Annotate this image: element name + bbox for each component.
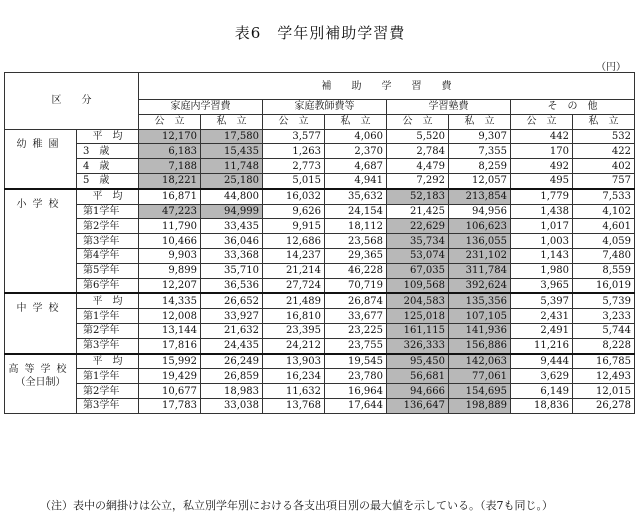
value-cell: 156,886 [449, 338, 511, 353]
value-cell: 213,854 [449, 189, 511, 204]
value-cell: 35,734 [387, 234, 449, 249]
value-cell: 19,429 [139, 369, 201, 384]
value-cell: 16,019 [573, 278, 635, 293]
row-label: 第1学年 [77, 369, 139, 384]
value-cell: 12,008 [139, 309, 201, 324]
value-cell: 26,874 [325, 293, 387, 308]
value-cell: 16,871 [139, 189, 201, 204]
private-header: 私 立 [325, 114, 387, 129]
value-cell: 13,144 [139, 323, 201, 338]
table-row [5, 219, 635, 234]
value-cell: 7,533 [573, 189, 635, 204]
value-cell: 15,992 [139, 354, 201, 369]
value-cell: 9,899 [139, 263, 201, 278]
value-cell: 2,784 [387, 144, 449, 159]
value-cell: 3,577 [263, 129, 325, 144]
value-cell: 12,015 [573, 384, 635, 399]
value-cell: 1,003 [511, 234, 573, 249]
value-cell: 23,568 [325, 234, 387, 249]
value-cell: 170 [511, 144, 573, 159]
value-cell: 14,335 [139, 293, 201, 308]
value-cell: 24,154 [325, 204, 387, 219]
value-cell: 17,816 [139, 338, 201, 353]
value-cell: 23,780 [325, 369, 387, 384]
row-label: 3 歳 [77, 144, 139, 159]
table-row [5, 144, 635, 159]
table-row [5, 338, 635, 353]
value-cell: 12,207 [139, 278, 201, 293]
value-cell: 106,623 [449, 219, 511, 234]
value-cell: 36,536 [201, 278, 263, 293]
section-label [5, 293, 77, 353]
value-cell: 495 [511, 173, 573, 188]
table-row [5, 204, 635, 219]
value-cell: 44,800 [201, 189, 263, 204]
value-cell: 3,233 [573, 309, 635, 324]
row-label: 第2学年 [77, 323, 139, 338]
table-row [5, 384, 635, 399]
value-cell: 402 [573, 159, 635, 174]
value-cell: 23,395 [263, 323, 325, 338]
value-cell: 8,559 [573, 263, 635, 278]
value-cell: 33,927 [201, 309, 263, 324]
value-cell: 24,212 [263, 338, 325, 353]
value-cell: 94,666 [387, 384, 449, 399]
value-cell: 142,063 [449, 354, 511, 369]
value-cell: 1,263 [263, 144, 325, 159]
table-row [5, 398, 635, 413]
value-cell: 204,583 [387, 293, 449, 308]
value-cell: 25,180 [201, 173, 263, 188]
value-cell: 33,368 [201, 248, 263, 263]
row-label: 第3学年 [77, 234, 139, 249]
value-cell: 2,773 [263, 159, 325, 174]
value-cell: 7,292 [387, 173, 449, 188]
value-cell: 52,183 [387, 189, 449, 204]
value-cell: 27,724 [263, 278, 325, 293]
row-label: 第4学年 [77, 248, 139, 263]
value-cell: 8,259 [449, 159, 511, 174]
value-cell: 136,647 [387, 398, 449, 413]
category-header: 区 分 [5, 73, 139, 130]
value-cell: 26,652 [201, 293, 263, 308]
table-row [5, 309, 635, 324]
value-cell: 311,784 [449, 263, 511, 278]
value-cell: 47,223 [139, 204, 201, 219]
value-cell: 7,355 [449, 144, 511, 159]
value-cell: 26,859 [201, 369, 263, 384]
value-cell: 21,489 [263, 293, 325, 308]
value-cell: 532 [573, 129, 635, 144]
value-cell: 35,632 [325, 189, 387, 204]
supplementary-header: 補 助 学 習 費 [139, 73, 635, 100]
row-label: 第3学年 [77, 338, 139, 353]
value-cell: 161,115 [387, 323, 449, 338]
value-cell: 5,015 [263, 173, 325, 188]
value-cell: 17,783 [139, 398, 201, 413]
value-cell: 231,102 [449, 248, 511, 263]
value-cell: 6,183 [139, 144, 201, 159]
table-row [5, 293, 635, 308]
public-header: 公 立 [263, 114, 325, 129]
value-cell: 18,836 [511, 398, 573, 413]
value-cell: 2,431 [511, 309, 573, 324]
value-cell: 12,686 [263, 234, 325, 249]
row-label: 第2学年 [77, 219, 139, 234]
value-cell: 5,739 [573, 293, 635, 308]
table-row [5, 354, 635, 369]
value-cell: 4,941 [325, 173, 387, 188]
unit-label: （円） [596, 62, 626, 73]
group-header: 家庭教師費等 [263, 100, 387, 115]
value-cell: 12,493 [573, 369, 635, 384]
value-cell: 9,915 [263, 219, 325, 234]
row-label: 第2学年 [77, 384, 139, 399]
tutoring-expense-table [4, 72, 635, 414]
value-cell: 94,999 [201, 204, 263, 219]
value-cell: 6,149 [511, 384, 573, 399]
value-cell: 26,278 [573, 398, 635, 413]
value-cell: 21,214 [263, 263, 325, 278]
value-cell: 24,435 [201, 338, 263, 353]
value-cell: 109,568 [387, 278, 449, 293]
value-cell: 141,936 [449, 323, 511, 338]
value-cell: 107,105 [449, 309, 511, 324]
value-cell: 15,435 [201, 144, 263, 159]
value-cell: 11,748 [201, 159, 263, 174]
value-cell: 7,188 [139, 159, 201, 174]
table-row [5, 323, 635, 338]
value-cell: 67,035 [387, 263, 449, 278]
table-body [5, 129, 635, 413]
value-cell: 10,466 [139, 234, 201, 249]
value-cell: 23,225 [325, 323, 387, 338]
value-cell: 77,061 [449, 369, 511, 384]
value-cell: 422 [573, 144, 635, 159]
value-cell: 16,810 [263, 309, 325, 324]
table-row [5, 263, 635, 278]
value-cell: 2,370 [325, 144, 387, 159]
value-cell: 198,889 [449, 398, 511, 413]
table-row [5, 189, 635, 204]
value-cell: 757 [573, 173, 635, 188]
value-cell: 1,438 [511, 204, 573, 219]
row-label: 第1学年 [77, 309, 139, 324]
private-header: 私 立 [573, 114, 635, 129]
private-header: 私 立 [201, 114, 263, 129]
value-cell: 442 [511, 129, 573, 144]
value-cell: 53,074 [387, 248, 449, 263]
row-label: 平 均 [77, 129, 139, 144]
row-label: 5 歳 [77, 173, 139, 188]
value-cell: 3,965 [511, 278, 573, 293]
table-row [5, 369, 635, 384]
section-label [5, 129, 77, 189]
row-label: 第3学年 [77, 398, 139, 413]
value-cell: 70,719 [325, 278, 387, 293]
value-cell: 4,059 [573, 234, 635, 249]
table-row [5, 129, 635, 144]
value-cell: 326,333 [387, 338, 449, 353]
footnote: （注）表中の網掛けは公立，私立別学年別における各支出項目別の最大値を示している。（表7も同じ。） [40, 499, 553, 512]
value-cell: 4,060 [325, 129, 387, 144]
value-cell: 21,632 [201, 323, 263, 338]
row-label: 4 歳 [77, 159, 139, 174]
value-cell: 16,234 [263, 369, 325, 384]
value-cell: 33,677 [325, 309, 387, 324]
value-cell: 9,307 [449, 129, 511, 144]
value-cell: 22,629 [387, 219, 449, 234]
value-cell: 9,626 [263, 204, 325, 219]
value-cell: 26,249 [201, 354, 263, 369]
value-cell: 14,237 [263, 248, 325, 263]
section-name: 中学校 [16, 303, 65, 315]
table-row [5, 248, 635, 263]
value-cell: 18,112 [325, 219, 387, 234]
value-cell: 125,018 [387, 309, 449, 324]
value-cell: 2,491 [511, 323, 573, 338]
value-cell: 12,057 [449, 173, 511, 188]
value-cell: 5,744 [573, 323, 635, 338]
table-row [5, 234, 635, 249]
row-label: 第5学年 [77, 263, 139, 278]
value-cell: 17,644 [325, 398, 387, 413]
value-cell: 33,435 [201, 219, 263, 234]
value-cell: 95,450 [387, 354, 449, 369]
table-row [5, 173, 635, 188]
value-cell: 17,580 [201, 129, 263, 144]
value-cell: 11,790 [139, 219, 201, 234]
value-cell: 9,444 [511, 354, 573, 369]
value-cell: 19,545 [325, 354, 387, 369]
value-cell: 136,055 [449, 234, 511, 249]
group-header: そ の 他 [511, 100, 635, 115]
section-label [5, 354, 77, 414]
group-header: 学習塾費 [387, 100, 511, 115]
value-cell: 33,038 [201, 398, 263, 413]
value-cell: 11,632 [263, 384, 325, 399]
value-cell: 16,032 [263, 189, 325, 204]
value-cell: 5,397 [511, 293, 573, 308]
group-header: 家庭内学習費 [139, 100, 263, 115]
section-subname: （全日制） [15, 376, 66, 388]
section-label [5, 189, 77, 294]
value-cell: 21,425 [387, 204, 449, 219]
section-name: 小学校 [16, 198, 65, 210]
value-cell: 16,785 [573, 354, 635, 369]
value-cell: 5,520 [387, 129, 449, 144]
value-cell: 46,228 [325, 263, 387, 278]
section-name: 幼稚園 [16, 138, 65, 150]
value-cell: 4,102 [573, 204, 635, 219]
value-cell: 135,356 [449, 293, 511, 308]
section-name: 高等学校 [8, 363, 73, 375]
value-cell: 12,170 [139, 129, 201, 144]
value-cell: 1,017 [511, 219, 573, 234]
value-cell: 13,903 [263, 354, 325, 369]
value-cell: 8,228 [573, 338, 635, 353]
public-header: 公 立 [139, 114, 201, 129]
table-row [5, 278, 635, 293]
value-cell: 29,365 [325, 248, 387, 263]
value-cell: 94,956 [449, 204, 511, 219]
value-cell: 13,768 [263, 398, 325, 413]
row-label: 平 均 [77, 354, 139, 369]
table-row [5, 159, 635, 174]
value-cell: 16,964 [325, 384, 387, 399]
value-cell: 56,681 [387, 369, 449, 384]
value-cell: 11,216 [511, 338, 573, 353]
value-cell: 492 [511, 159, 573, 174]
value-cell: 1,779 [511, 189, 573, 204]
value-cell: 18,221 [139, 173, 201, 188]
value-cell: 18,983 [201, 384, 263, 399]
row-label: 第6学年 [77, 278, 139, 293]
value-cell: 9,903 [139, 248, 201, 263]
value-cell: 3,629 [511, 369, 573, 384]
value-cell: 1,143 [511, 248, 573, 263]
value-cell: 35,710 [201, 263, 263, 278]
private-header: 私 立 [449, 114, 511, 129]
table-title: 表6 学年別補助学習費 [234, 24, 406, 42]
value-cell: 4,601 [573, 219, 635, 234]
value-cell: 1,980 [511, 263, 573, 278]
value-cell: 4,479 [387, 159, 449, 174]
row-label: 平 均 [77, 189, 139, 204]
value-cell: 4,687 [325, 159, 387, 174]
value-cell: 392,624 [449, 278, 511, 293]
value-cell: 154,695 [449, 384, 511, 399]
value-cell: 36,046 [201, 234, 263, 249]
public-header: 公 立 [387, 114, 449, 129]
row-label: 平 均 [77, 293, 139, 308]
row-label: 第1学年 [77, 204, 139, 219]
value-cell: 23,755 [325, 338, 387, 353]
public-header: 公 立 [511, 114, 573, 129]
value-cell: 10,677 [139, 384, 201, 399]
value-cell: 7,480 [573, 248, 635, 263]
